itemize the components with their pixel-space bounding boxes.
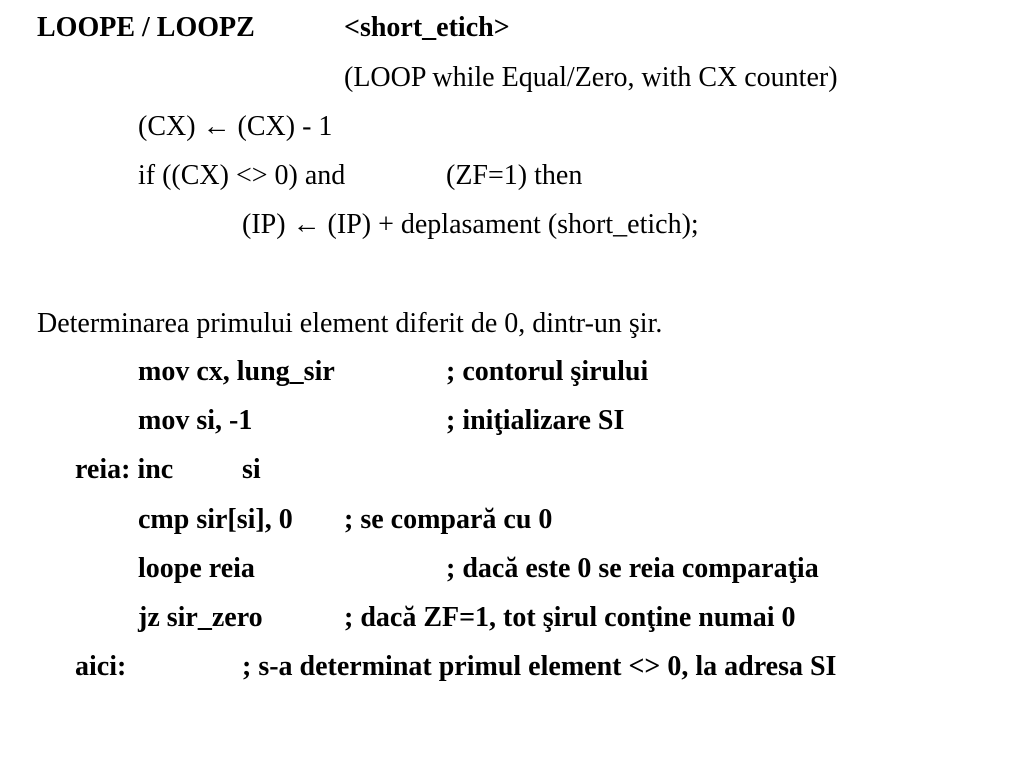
code-comment: ; iniţializare SI xyxy=(446,405,625,436)
semantics-decrement: (CX) ← (CX) - 1 xyxy=(138,111,333,142)
instruction-name: LOOPE / LOOPZ xyxy=(37,12,255,43)
code-line: cmp sir[si], 0 xyxy=(138,504,293,535)
code-comment: ; contorul şirului xyxy=(446,356,649,387)
code-comment: ; dacă ZF=1, tot şirul conţine numai 0 xyxy=(344,602,796,633)
code-line: jz sir_zero xyxy=(138,602,263,633)
code-line: loope reia xyxy=(138,553,255,584)
code-line: si xyxy=(242,454,261,485)
code-line: mov cx, lung_sir xyxy=(138,356,335,387)
code-comment: ; s-a determinat primul element <> 0, la adresa SI xyxy=(242,651,837,682)
semantics-jump: (IP) ← (IP) + deplasament (short_etich); xyxy=(242,209,699,240)
instruction-description: (LOOP while Equal/Zero, with CX counter) xyxy=(344,62,838,93)
semantics-condition: if ((CX) <> 0) and xyxy=(138,160,346,191)
code-comment: ; se compară cu 0 xyxy=(344,504,553,535)
code-label: reia: inc xyxy=(75,454,174,485)
example-title: Determinarea primului element diferit de 0, dintr-un şir. xyxy=(37,308,663,339)
code-line: mov si, -1 xyxy=(138,405,253,436)
code-label: aici: xyxy=(75,651,127,682)
code-comment: ; dacă este 0 se reia comparaţia xyxy=(446,553,819,584)
instruction-operand: <short_etich> xyxy=(344,12,510,43)
semantics-zf-condition: (ZF=1) then xyxy=(446,160,583,191)
